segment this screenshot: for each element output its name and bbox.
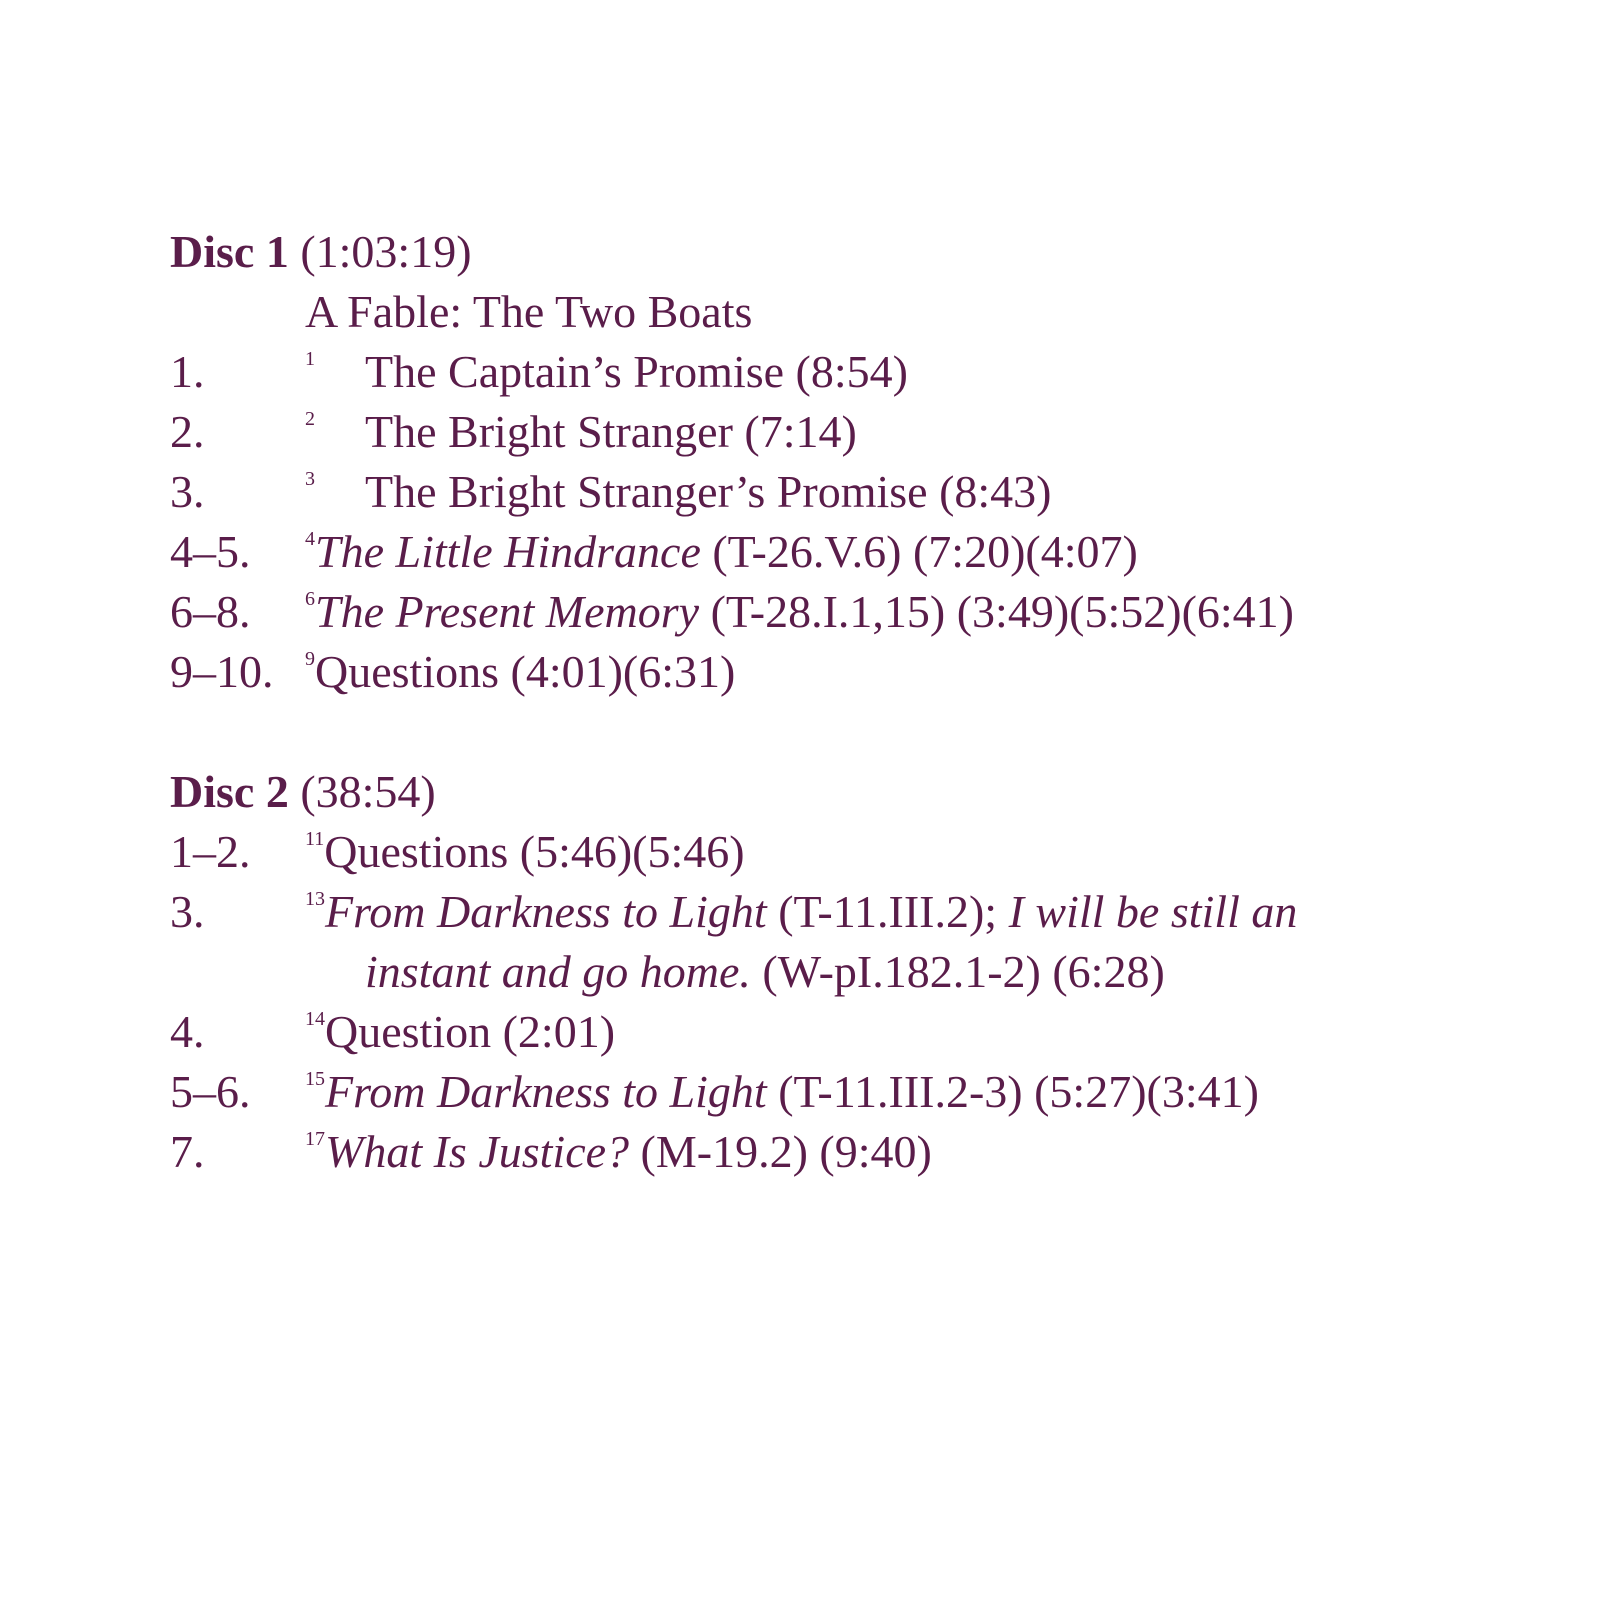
- page-reference: 13: [305, 888, 325, 910]
- track-reference: (T-11.III.2-3) (5:27)(3:41): [766, 1066, 1259, 1117]
- disc-title: Disc 2: [170, 766, 289, 817]
- track-title: Questions (4:01)(6:31): [315, 646, 736, 697]
- track-reference: (T-28.I.1,15) (3:49)(5:52)(6:41): [699, 586, 1294, 637]
- disc-duration: (1:03:19): [300, 226, 472, 277]
- track-row: [170, 822, 1430, 882]
- track-number: 1.: [170, 346, 205, 397]
- track-row: 2. 2 The Bright Stranger (7:14): [170, 402, 1430, 462]
- disc-title: Disc 1: [170, 226, 289, 277]
- track-row: 1. 1 The Captain’s Promise (8:54): [170, 342, 1430, 402]
- track-row: [170, 642, 1430, 702]
- track-row: [170, 882, 1430, 1002]
- track-number: 1–2.: [170, 826, 251, 877]
- page-reference: 6: [305, 588, 315, 610]
- track-title-italic: From Darkness to Light: [325, 886, 767, 937]
- track-reference: (M-19.2) (9:40): [629, 1126, 932, 1177]
- disc-subtitle: A Fable: The Two Boats: [305, 286, 753, 337]
- page-reference: 11: [305, 828, 325, 850]
- track-reference: (T-26.V.6) (7:20)(4:07): [700, 526, 1138, 577]
- track-title-italic: The Little Hindrance: [315, 526, 701, 577]
- track-title-italic: From Darkness to Light: [325, 1066, 767, 1117]
- disc-duration: (38:54): [300, 766, 436, 817]
- track-row: 3. 3 The Bright Stranger’s Promise (8:43): [170, 462, 1430, 522]
- page-reference: 9: [305, 648, 315, 670]
- track-number: 2.: [170, 406, 205, 457]
- track-number: 3.: [170, 466, 205, 517]
- track-row: [170, 1002, 1430, 1062]
- track-title: Question (2:01): [325, 1006, 616, 1057]
- track-row: [170, 1062, 1430, 1122]
- track-number: 3.: [170, 886, 205, 937]
- track-row: [170, 522, 1430, 582]
- track-number: 5–6.: [170, 1066, 251, 1117]
- track-subtitle-italic: I will be still an instant and go home.: [365, 886, 1298, 997]
- disc-section: [170, 222, 1430, 702]
- page-reference: 14: [305, 1008, 325, 1030]
- page-reference: 17: [305, 1128, 325, 1150]
- disc-header: [170, 762, 1430, 822]
- track-number: 4.: [170, 1006, 205, 1057]
- track-title: Questions (5:46)(5:46): [324, 826, 745, 877]
- track-reference: (T-11.III.2);: [766, 886, 1009, 937]
- track-row: [170, 582, 1430, 642]
- track-number: 4–5.: [170, 526, 251, 577]
- track-title: The Bright Stranger’s Promise (8:43): [365, 466, 1052, 517]
- track-title-italic: The Present Memory: [315, 586, 700, 637]
- page-reference: 15: [305, 1068, 325, 1090]
- page-reference: 4: [305, 528, 315, 550]
- track-title: The Captain’s Promise (8:54): [365, 346, 908, 397]
- track-row: [170, 1122, 1430, 1182]
- disc-header: [170, 222, 1430, 282]
- track-list: [170, 222, 1430, 1182]
- track-reference-2: (W-pI.182.1-2) (6:28): [750, 946, 1165, 997]
- track-number: 9–10.: [170, 646, 274, 697]
- track-title-italic: What Is Justice?: [325, 1126, 630, 1177]
- disc-section: [170, 762, 1430, 1182]
- track-number: 7.: [170, 1126, 205, 1177]
- track-title: The Bright Stranger (7:14): [365, 406, 857, 457]
- track-number: 6–8.: [170, 586, 251, 637]
